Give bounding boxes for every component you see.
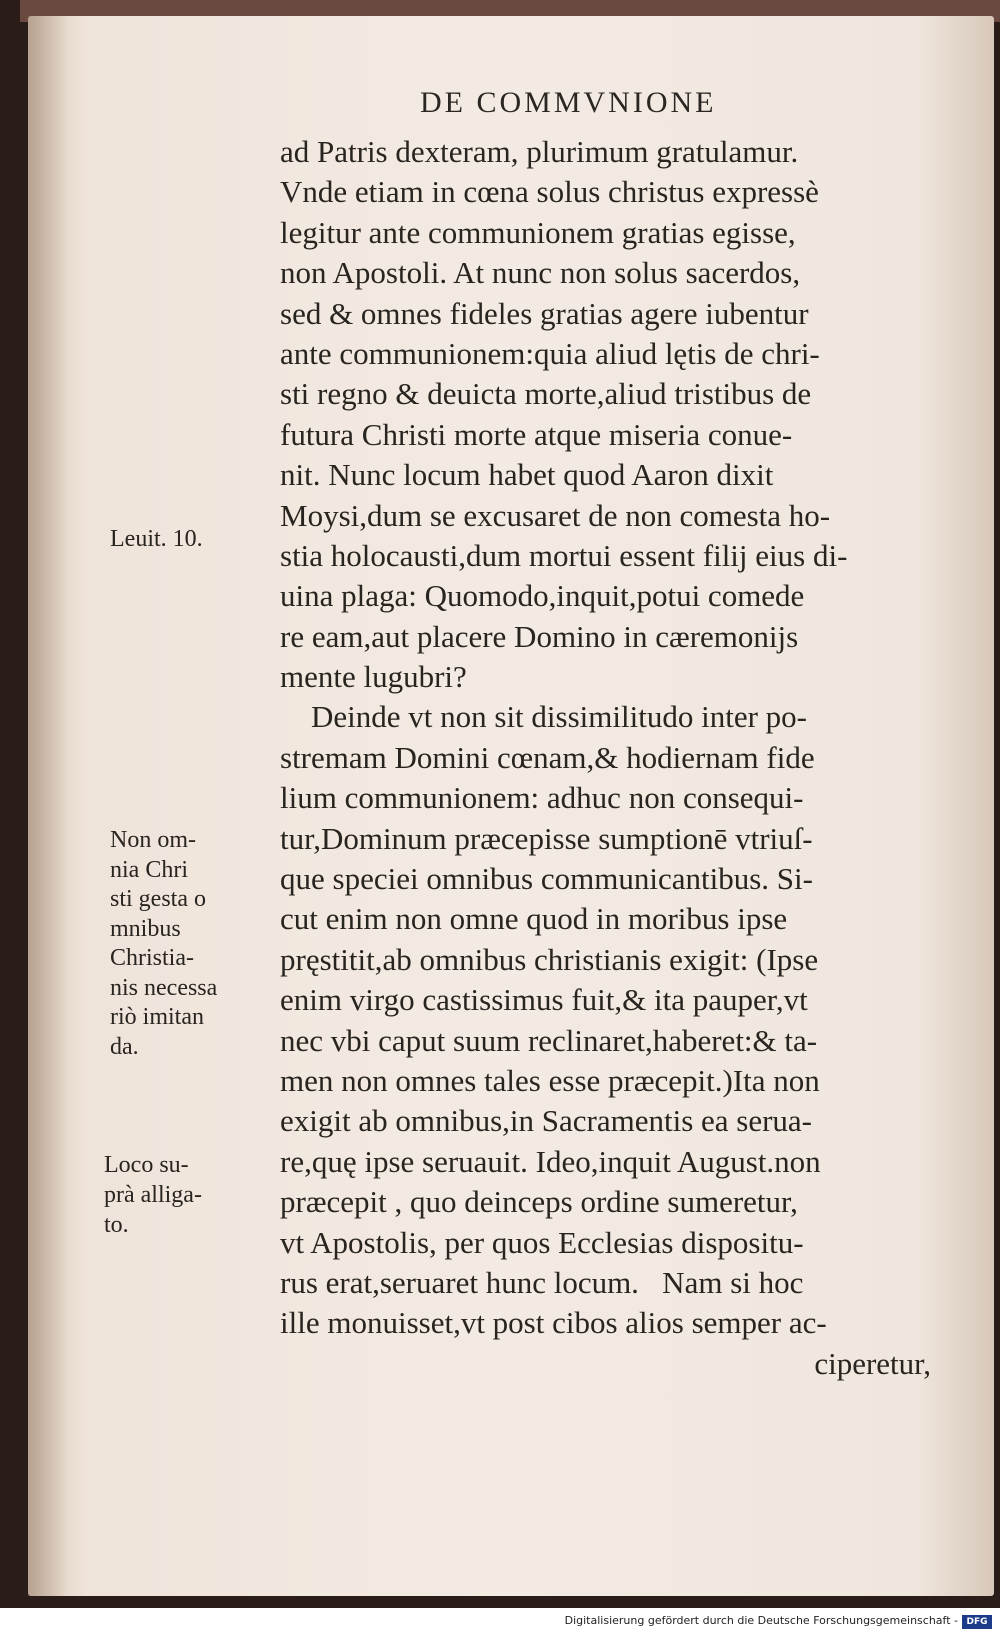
- marginal-line: prà alliga-: [104, 1182, 202, 1208]
- text-line: pręstitit,ab omnibus christianis exigit: (Ipse: [280, 941, 819, 977]
- text-line: re eam,aut placere Domino in cæremonijs: [280, 618, 799, 654]
- marginal-note-non-omnia: [110, 826, 217, 1062]
- text-line: enim virgo castissimus fuit,& ita pauper,vt: [280, 982, 808, 1018]
- marginal-line: Loco su-: [104, 1152, 189, 1178]
- marginal-line: nis necessa: [110, 974, 218, 1001]
- text-line: re,quę ipse seruauit. Ideo,inquit August.non: [280, 1143, 821, 1179]
- text-line: stia holocausti,dum mortui essent filij eius di-: [280, 537, 848, 573]
- marginal-note-leuit: [110, 524, 203, 554]
- text-line: legitur ante communionem gratias egisse,: [280, 214, 796, 250]
- text-line: Vnde etiam in cœna solus christus expressè: [280, 174, 819, 210]
- text-line: nit. Nunc locum habet quod Aaron dixit: [280, 457, 774, 493]
- running-head: DE COMMVNIONE: [420, 86, 717, 119]
- text-line: ille monuisset,vt post cibos alios semper ac-: [280, 1305, 827, 1341]
- text-line: uina plaga: Quomodo,inquit,potui comede: [280, 578, 805, 614]
- marginal-line: nia Chri: [110, 856, 188, 883]
- text-line: ad Patris dexteram, plurimum gratulamur.: [280, 134, 799, 169]
- text-line: ante communionem:quia aliud lętis de chri-: [280, 335, 820, 371]
- body-text: [280, 132, 935, 1384]
- text-line: que speciei omnibus communicantibus. Si-: [280, 861, 813, 897]
- marginal-line: riò imitan: [110, 1004, 204, 1030]
- text-line: futura Christi morte atque miseria conue-: [280, 416, 793, 452]
- marginal-line: sti gesta o: [110, 886, 206, 912]
- text-line: Moysi,dum se excusaret de non comesta ho-: [280, 497, 831, 533]
- text-line: Deinde vt non sit dissimilitudo inter po-: [280, 699, 807, 735]
- text-line: lium communionem: adhuc non consequi-: [280, 780, 804, 816]
- text-line: non Apostoli. At nunc non solus sacerdos,: [280, 255, 801, 291]
- text-line: præcepit , quo deinceps ordine sumeretur,: [280, 1184, 798, 1220]
- gutter-shadow: [28, 16, 68, 1596]
- text-line: tur,Dominum præcepisse sumptionē vtriuſ-: [280, 820, 813, 856]
- marginal-line: da.: [110, 1033, 139, 1060]
- catchword: ciperetur,: [814, 1345, 931, 1381]
- text-line: sed & omnes fideles gratias agere iubentur: [280, 295, 809, 331]
- text-line: cut enim non omne quod in moribus ipse: [280, 901, 788, 937]
- text-line: mente lugubri?: [280, 659, 467, 695]
- footer-bar: [0, 1608, 1000, 1636]
- text-line: sti regno & deuicta morte,aliud tristibus de: [280, 376, 812, 412]
- text-line: exigit ab omnibus,in Sacramentis ea serua-: [280, 1103, 813, 1139]
- marginal-line: mnibus: [110, 915, 181, 942]
- funding-credit: Digitalisierung gefördert durch die Deutsche Forschungsgemeinschaft -: [564, 1614, 958, 1627]
- marginal-note-loco-supra: [104, 1150, 202, 1240]
- marginal-line: to.: [104, 1212, 129, 1238]
- text-line: vt Apostolis, per quos Ecclesias dispositu-: [280, 1224, 804, 1260]
- text-line: stremam Domini cœnam,& hodiernam fide: [280, 739, 815, 775]
- marginal-line: Non om-: [110, 827, 196, 853]
- text-line: nec vbi caput suum reclinaret,haberet:& ta-: [280, 1022, 818, 1058]
- marginal-line: Leuit. 10.: [110, 526, 203, 552]
- text-line: rus erat,seruaret hunc locum. Nam si hoc: [280, 1264, 804, 1300]
- dfg-logo: DFG: [962, 1615, 992, 1629]
- marginal-line: Christia-: [110, 945, 194, 971]
- text-line: men non omnes tales esse præcepit.)Ita non: [280, 1062, 820, 1098]
